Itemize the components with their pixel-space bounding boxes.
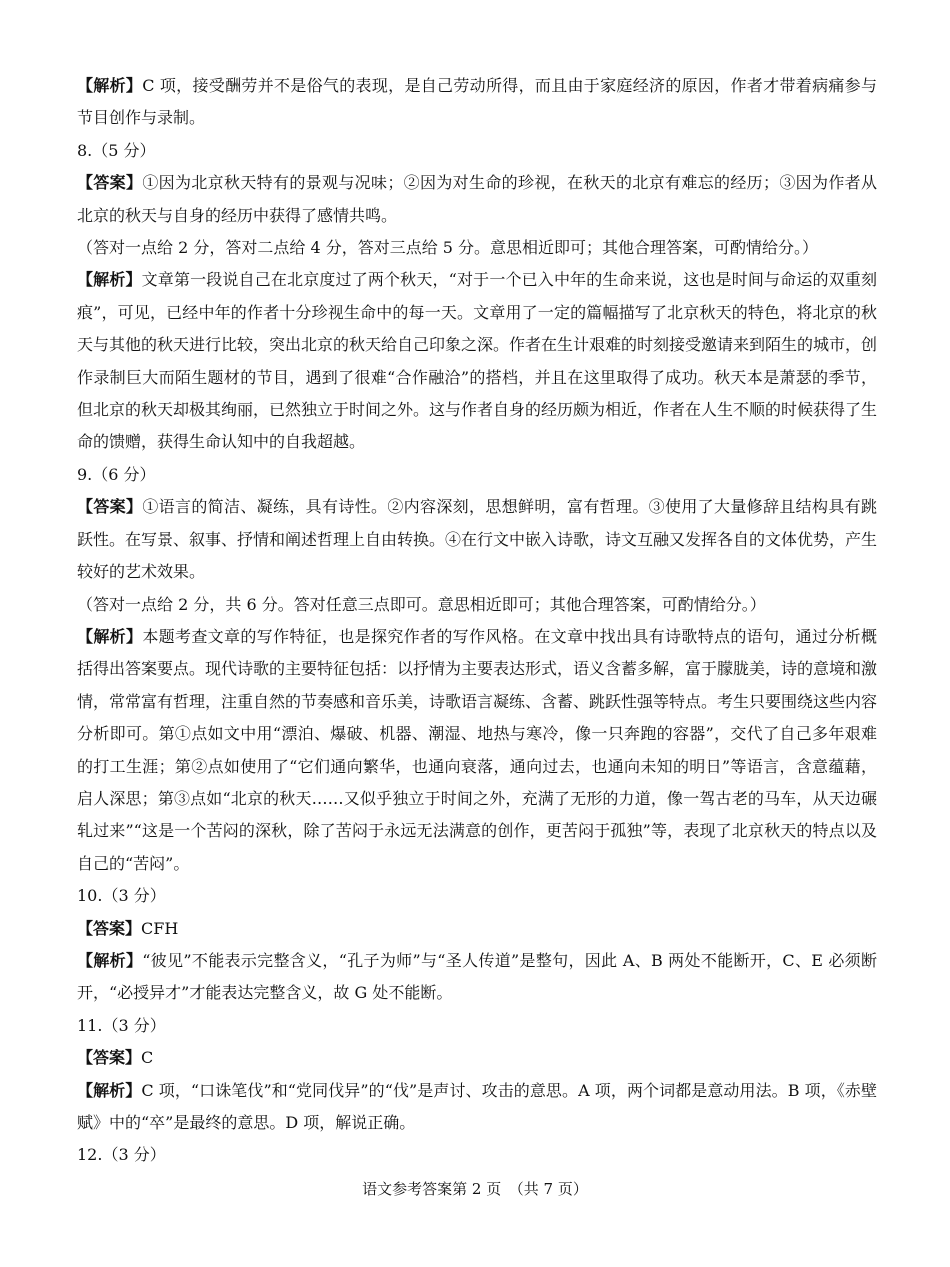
scoring-note: （答对一点给 2 分，答对二点给 4 分，答对三点给 5 分。意思相近即可；其他合理答案，可酌情给分。）: [77, 238, 819, 258]
question-number: 8.（5 分）: [77, 140, 156, 160]
answer-paragraph: 【答案】①语言的简洁、凝练，具有诗性。②内容深刻，思想鲜明，富有哲理。③使用了大量修辞且结构具有跳跃性。在写景、叙事、抒情和阐述哲理上自由转换。④在行文中嵌入诗歌，诗文互融又发挥各自的文体优势，产生较好的艺术效果。: [77, 497, 878, 582]
scoring-note: （答对一点给 2 分，共 6 分。答对任意三点即可。意思相近即可；其他合理答案，可酌情给分。）: [77, 594, 766, 614]
analysis-paragraph: 【解析】C 项，“口诛笔伐”和“党同伐异”的“伐”是声讨、攻击的意思。A 项，两个词都是意动用法。B 项，《赤壁赋》中的“卒”是最终的意思。D 项，解说正确。: [77, 1080, 877, 1132]
analysis-paragraph: 【解析】本题考查文章的写作特征，也是探究作者的写作风格。在文章中找出具有诗歌特点的语句，通过分析概括得出答案要点。现代诗歌的主要特征包括：以抒情为主要表达形式，语义含蓄多解，富于朦胧美，诗的意境和激情，常常富有哲理，注重自然的节奏感和音乐美，诗歌语言凝练、含蓄、跳跃性强等特点。考生只要围绕这些内容分析即可。第①点如文中用“漂泊、爆破、机器、潮湿、地热与寒冷，像一只奔跑的容器”，交代了自己多年艰难的打工生涯；第②点如使用了“它们通向繁华，也通向衰落，通向过去，也通向未知的明日”等语言，含意蕴藉，启人深思；第③点如“北京的秋天……又似乎独立于时间之外，充满了无形的力道，像一驾古老的马车，从天边碾轧过来”“这是一个苦闷的深秋，除了苦闷于永远无法满意的创作，更苦闷于孤独”等，表现了北京秋天的特点以及自己的“苦闷”。: [77, 626, 878, 873]
analysis-paragraph: 【解析】C 项，接受酬劳并不是俗气的表现，是自己劳动所得，而且由于家庭经济的原因，作者才带着病痛参与节目创作与录制。: [77, 76, 877, 128]
answer-paragraph: 【答案】①因为北京秋天特有的景观与况味；②因为对生命的珍视，在秋天的北京有难忘的经历；③因为作者从北京的秋天与自身的经历中获得了感情共鸣。: [77, 173, 877, 225]
answer-paragraph: 【答案】CFH: [77, 918, 179, 938]
question-number: 10.（3 分）: [77, 886, 166, 906]
question-number: 12.（3 分）: [77, 1145, 166, 1165]
analysis-paragraph: 【解析】文章第一段说自己在北京度过了两个秋天，“对于一个已入中年的生命来说，这也是时间与命运的双重刻痕”，可见，已经中年的作者十分珍视生命中的每一天。文章用了一定的篇幅描写了北京秋天的特色，将北京的秋天与其他的秋天进行比较，突出北京的秋天给自己印象之深。作者在生计艰难的时刻接受邀请来到陌生的城市，创作录制巨大而陌生题材的节目，遇到了很难“合作融洽”的搭档，并且在这里取得了成功。秋天本是萧瑟的季节，但北京的秋天却极其绚丽，已然独立于时间之外。这与作者自身的经历颇为相近，作者在人生不顺的时候获得了生命的馈赠，获得生命认知中的自我超越。: [77, 270, 878, 452]
page-footer: 语文参考答案第 2 页 （共 7 页）: [362, 1180, 588, 1198]
answer-paragraph: 【答案】C: [77, 1048, 154, 1068]
question-number: 9.（6 分）: [77, 464, 156, 484]
question-number: 11.（3 分）: [77, 1015, 166, 1035]
analysis-paragraph: 【解析】“彼见”不能表示完整含义，“孔子为师”与“圣人传道”是整句，因此 A、B 两处不能断开，C、E 必须断开，“必授异才”才能表达完整含义，故 G 处不能断。: [77, 950, 877, 1003]
answer-key-content: [77, 70, 877, 1172]
